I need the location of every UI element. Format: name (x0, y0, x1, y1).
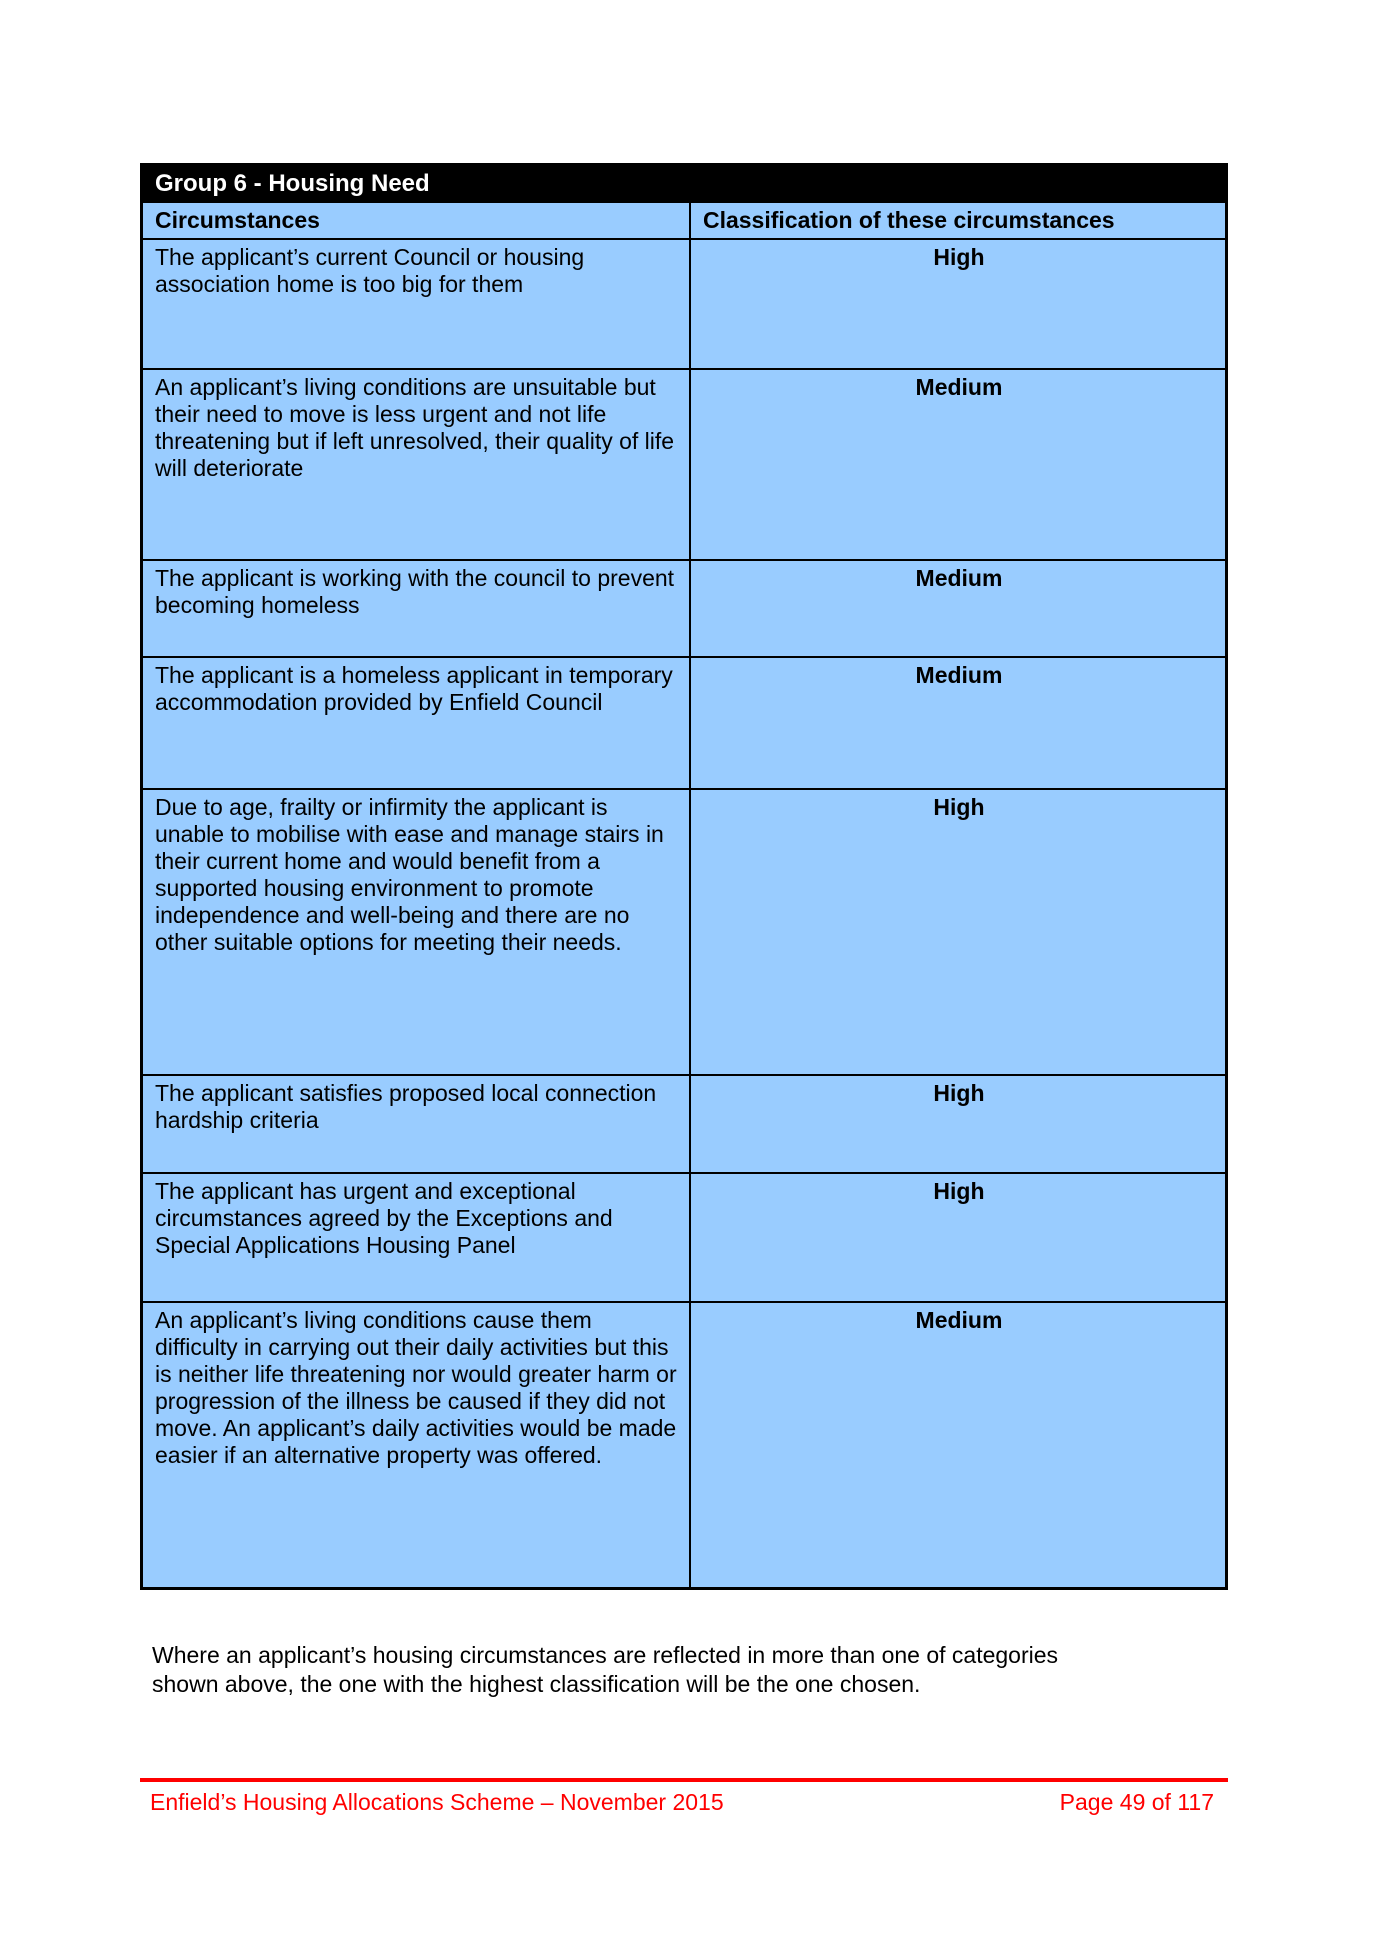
circumstance-cell: The applicant is working with the council to prevent becoming homeless (142, 560, 690, 657)
footer-divider (140, 1778, 1228, 1782)
table-header-row (142, 202, 1227, 239)
classification-cell: High (690, 1173, 1227, 1302)
table-row (142, 657, 1227, 789)
circumstance-cell: The applicant satisfies proposed local connection hardship criteria (142, 1075, 690, 1173)
table-row (142, 239, 1227, 369)
classification-cell: High (690, 1075, 1227, 1173)
circumstance-cell: Due to age, frailty or infirmity the applicant is unable to mobilise with ease and manage stairs in their current home and would benefit from a supported housing environment to promote independence and well-being and there are no other suitable options for meeting their needs. (142, 789, 690, 1075)
classification-cell: High (690, 789, 1227, 1075)
footer-page-number: Page 49 of 117 (1059, 1789, 1214, 1815)
circumstance-cell: The applicant has urgent and exceptional circumstances agreed by the Exceptions and Special Applications Housing Panel (142, 1173, 690, 1302)
table-row (142, 1075, 1227, 1173)
table-row (142, 369, 1227, 560)
circumstance-cell: An applicant’s living conditions cause them difficulty in carrying out their daily activities but this is neither life threatening nor would greater harm or progression of the illness be caused if they did not move. An applicant’s daily activities would be made easier if an alternative property was offered. (142, 1302, 690, 1588)
housing-need-table (140, 163, 1228, 1590)
classification-cell: Medium (690, 1302, 1227, 1588)
circumstance-cell: The applicant is a homeless applicant in temporary accommodation provided by Enfield Council (142, 657, 690, 789)
classification-cell: Medium (690, 657, 1227, 789)
footer-document-title: Enfield’s Housing Allocations Scheme – November 2015 (150, 1789, 724, 1815)
page-footer (140, 1789, 1228, 1816)
table-body (142, 239, 1227, 1588)
classification-cell: Medium (690, 560, 1227, 657)
classification-cell: Medium (690, 369, 1227, 560)
circumstance-cell: The applicant’s current Council or housing association home is too big for them (142, 239, 690, 369)
table-row (142, 1302, 1227, 1588)
circumstance-cell: An applicant’s living conditions are unsuitable but their need to move is less urgent and not life threatening but if left unresolved, their quality of life will deteriorate (142, 369, 690, 560)
note-paragraph: Where an applicant’s housing circumstances are reflected in more than one of categories shown above, the one with the highest classification will be the one chosen. (152, 1642, 1059, 1697)
column-header-classification: Classification of these circumstances (690, 202, 1227, 239)
table-title: Group 6 - Housing Need (142, 165, 1227, 203)
table-row (142, 789, 1227, 1075)
table-row (142, 1173, 1227, 1302)
table-title-row (142, 165, 1227, 203)
classification-cell: High (690, 239, 1227, 369)
table-row (142, 560, 1227, 657)
column-header-circumstances: Circumstances (142, 202, 690, 239)
